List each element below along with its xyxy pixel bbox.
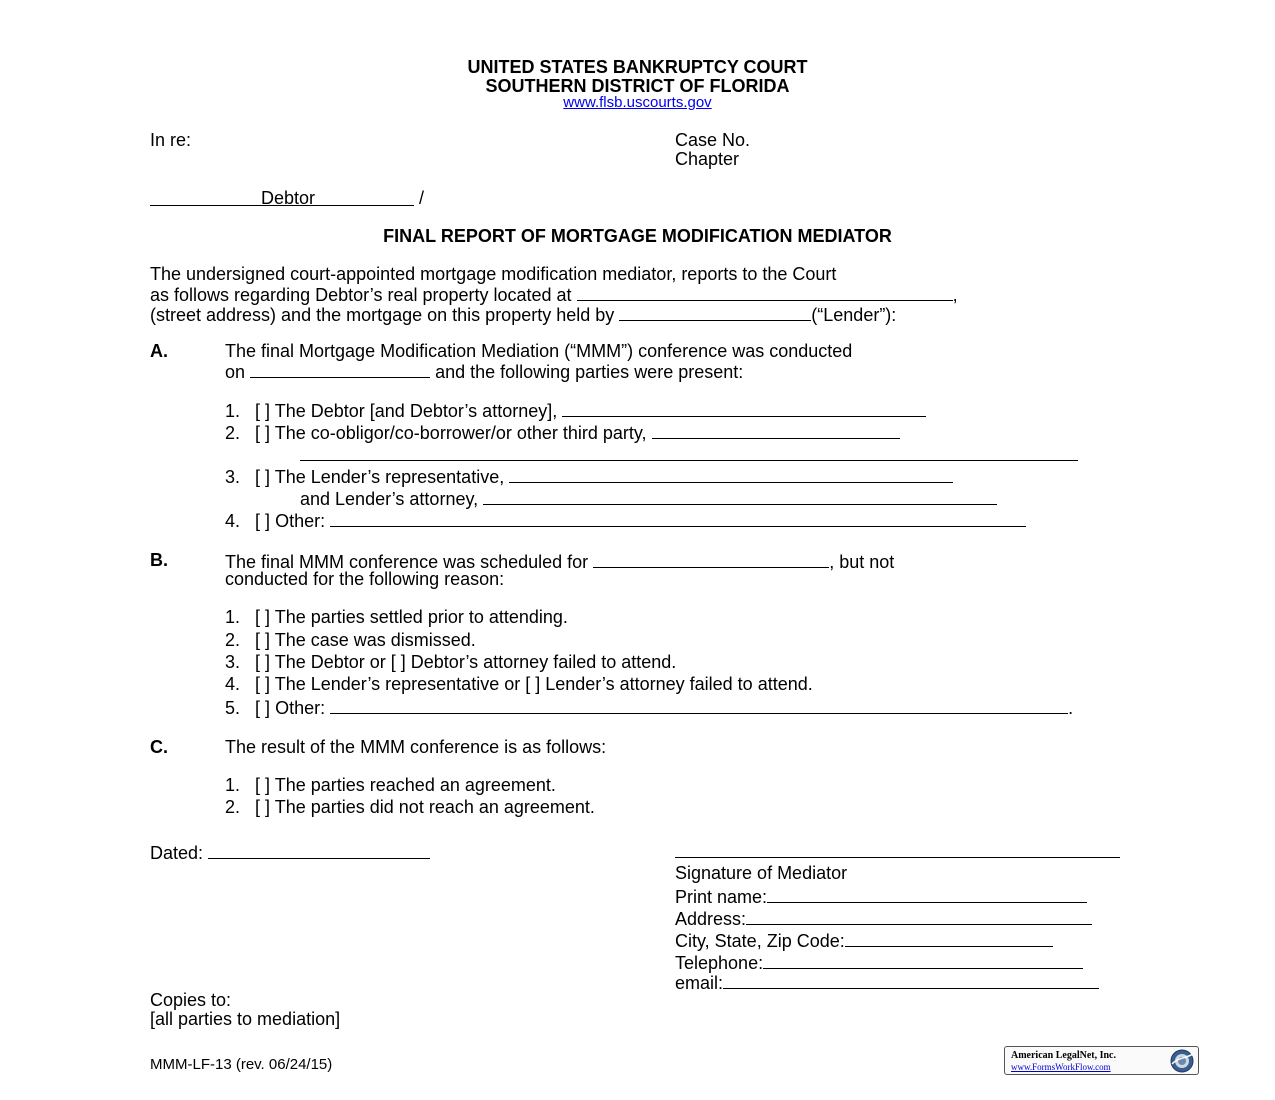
item-text: The parties did not reach an agreement. <box>274 797 595 817</box>
item-number: 2. <box>225 797 241 817</box>
lender-suffix: (“Lender”): <box>811 305 897 325</box>
lender-name-field[interactable] <box>619 304 811 321</box>
section-b-item-5 <box>225 697 1073 717</box>
section-c-item-2 <box>225 798 595 816</box>
court-website-container <box>0 94 1275 112</box>
court-district: SOUTHERN DISTRICT OF FLORIDA <box>485 76 790 96</box>
address-row <box>675 908 1092 928</box>
item-text: The co-obligor/co-borrower/or other third party, <box>274 423 647 443</box>
section-b-line-1-text: The final MMM conference was scheduled for <box>225 552 589 572</box>
item-text: The case was dismissed. <box>274 630 476 650</box>
page-title: FINAL REPORT OF MORTGAGE MODIFICATION MEDIATOR <box>383 226 892 246</box>
city-row <box>675 930 1053 950</box>
intro-line-2-comma: , <box>952 285 958 305</box>
debtor-label: Debtor <box>261 188 316 208</box>
lender-attorney-field[interactable] <box>483 488 997 505</box>
item-text: The parties settled prior to attending. <box>274 607 568 627</box>
debtor-slash: / <box>419 188 425 208</box>
item-5-period: . <box>1068 698 1074 718</box>
checkbox-brackets[interactable]: [ ] <box>255 652 271 672</box>
section-a-letter: A. <box>150 341 168 361</box>
intro-line-2-text: as follows regarding Debtor’s real property located at <box>150 285 572 305</box>
telephone-label: Telephone: <box>675 953 764 973</box>
chapter-label: Chapter <box>675 149 740 169</box>
section-a-item-2 <box>225 422 900 442</box>
court-name: UNITED STATES BANKRUPTCY COURT <box>467 57 808 77</box>
email-row <box>675 972 1099 992</box>
other-attendee-field[interactable] <box>330 510 1026 527</box>
item-text: The Lender’s representative or [ ] Lender’s attorney failed to attend. <box>274 674 813 694</box>
intro-line-3-text: (street address) and the mortgage on this property held by <box>150 305 615 325</box>
email-label: email: <box>675 973 724 993</box>
section-b-item-1 <box>225 608 568 626</box>
debtor-attorney-field[interactable] <box>562 400 926 417</box>
in-re-label: In re: <box>150 130 192 150</box>
telephone-row <box>675 952 1083 972</box>
case-no-label: Case No. <box>675 130 751 150</box>
item-text: The Debtor [and Debtor’s attorney], <box>274 401 558 421</box>
checkbox-brackets[interactable]: [ ] <box>255 511 271 531</box>
dated-field[interactable] <box>208 842 430 859</box>
item-text: The parties reached an agreement. <box>274 775 556 795</box>
third-party-field[interactable] <box>652 422 900 439</box>
city-field[interactable] <box>845 930 1053 947</box>
lender-representative-field[interactable] <box>509 466 953 483</box>
section-b-line-2: conducted for the following reason: <box>225 569 505 589</box>
item-text: The Debtor or [ ] Debtor’s attorney failed to attend. <box>274 652 677 672</box>
item-text: Other: <box>275 511 326 531</box>
item-number: 1. <box>225 775 241 795</box>
logo-website[interactable]: www.FormsWorkFlow.com <box>1011 1062 1111 1072</box>
checkbox-brackets[interactable]: [ ] <box>255 797 271 817</box>
section-a-on: on <box>225 362 246 382</box>
item-number: 3. <box>225 652 241 672</box>
checkbox-brackets[interactable]: [ ] <box>255 775 271 795</box>
other-reason-field[interactable] <box>330 697 1068 714</box>
intro-line-3 <box>150 304 896 324</box>
item-number: 4. <box>225 511 241 531</box>
telephone-field[interactable] <box>763 952 1083 969</box>
print-name-field[interactable] <box>767 886 1087 903</box>
section-c-line-1: The result of the MMM conference is as follows: <box>225 737 607 757</box>
section-b-item-3 <box>225 653 676 671</box>
form-id: MMM-LF-13 (rev. 06/24/15) <box>150 1056 333 1073</box>
checkbox-brackets[interactable]: [ ] <box>255 698 271 718</box>
section-a-item-3 <box>225 466 953 486</box>
item-number: 5. <box>225 698 241 718</box>
checkbox-brackets[interactable]: [ ] <box>255 467 271 487</box>
dated-label: Dated: <box>150 843 204 863</box>
checkbox-brackets[interactable]: [ ] <box>255 630 271 650</box>
item-number: 3. <box>225 467 241 487</box>
checkbox-brackets[interactable]: [ ] <box>255 607 271 627</box>
logo-company-name: American LegalNet, Inc. <box>1011 1050 1116 1061</box>
item-text: Other: <box>275 698 326 718</box>
section-b-line-1 <box>225 551 894 571</box>
intro-line-1: The undersigned court-appointed mortgage modification mediator, reports to the Court <box>150 264 837 284</box>
checkbox-brackets[interactable]: [ ] <box>255 674 271 694</box>
section-b-letter: B. <box>150 550 168 570</box>
section-a-line-2-text: and the following parties were present: <box>435 362 744 382</box>
item-text: and Lender’s attorney, <box>300 489 479 509</box>
address-field[interactable] <box>746 908 1092 925</box>
print-name-label: Print name: <box>675 887 768 907</box>
globe-icon <box>1169 1048 1195 1074</box>
section-a-line-1: The final Mortgage Modification Mediation (“MMM”) conference was conducted <box>225 341 853 361</box>
item-number: 2. <box>225 630 241 650</box>
section-a-line-2 <box>225 361 743 381</box>
checkbox-brackets[interactable]: [ ] <box>255 401 271 421</box>
copies-to-parties: [all parties to mediation] <box>150 1009 341 1029</box>
scheduled-date-field[interactable] <box>593 551 829 568</box>
dated-row <box>150 842 430 862</box>
section-c-letter: C. <box>150 737 168 757</box>
conference-date-field[interactable] <box>250 361 430 378</box>
email-field[interactable] <box>723 972 1099 989</box>
checkbox-brackets[interactable]: [ ] <box>255 423 271 443</box>
city-label: City, State, Zip Code: <box>675 931 845 951</box>
american-legalnet-logo[interactable] <box>1004 1046 1199 1075</box>
item-number: 2. <box>225 423 241 443</box>
court-website-link[interactable]: www.flsb.uscourts.gov <box>563 94 712 111</box>
third-party-field-continued[interactable] <box>300 460 1078 461</box>
signature-label: Signature of Mediator <box>675 863 848 883</box>
section-a-item-3b <box>300 488 997 508</box>
section-b-item-4 <box>225 675 813 693</box>
intro-line-2 <box>150 284 958 304</box>
item-number: 4. <box>225 674 241 694</box>
address-label: Address: <box>675 909 747 929</box>
item-number: 1. <box>225 607 241 627</box>
section-a-item-4 <box>225 510 1026 530</box>
item-number: 1. <box>225 401 241 421</box>
signature-line[interactable] <box>675 857 1120 858</box>
print-name-row <box>675 886 1087 906</box>
section-c-item-1 <box>225 776 556 794</box>
item-text: The Lender’s representative, <box>274 467 505 487</box>
copies-to-label: Copies to: <box>150 990 232 1010</box>
section-a-item-1 <box>225 400 926 420</box>
section-b-item-2 <box>225 631 476 649</box>
property-address-field[interactable] <box>577 284 953 301</box>
section-b-line-1-end: , but not <box>829 552 895 572</box>
